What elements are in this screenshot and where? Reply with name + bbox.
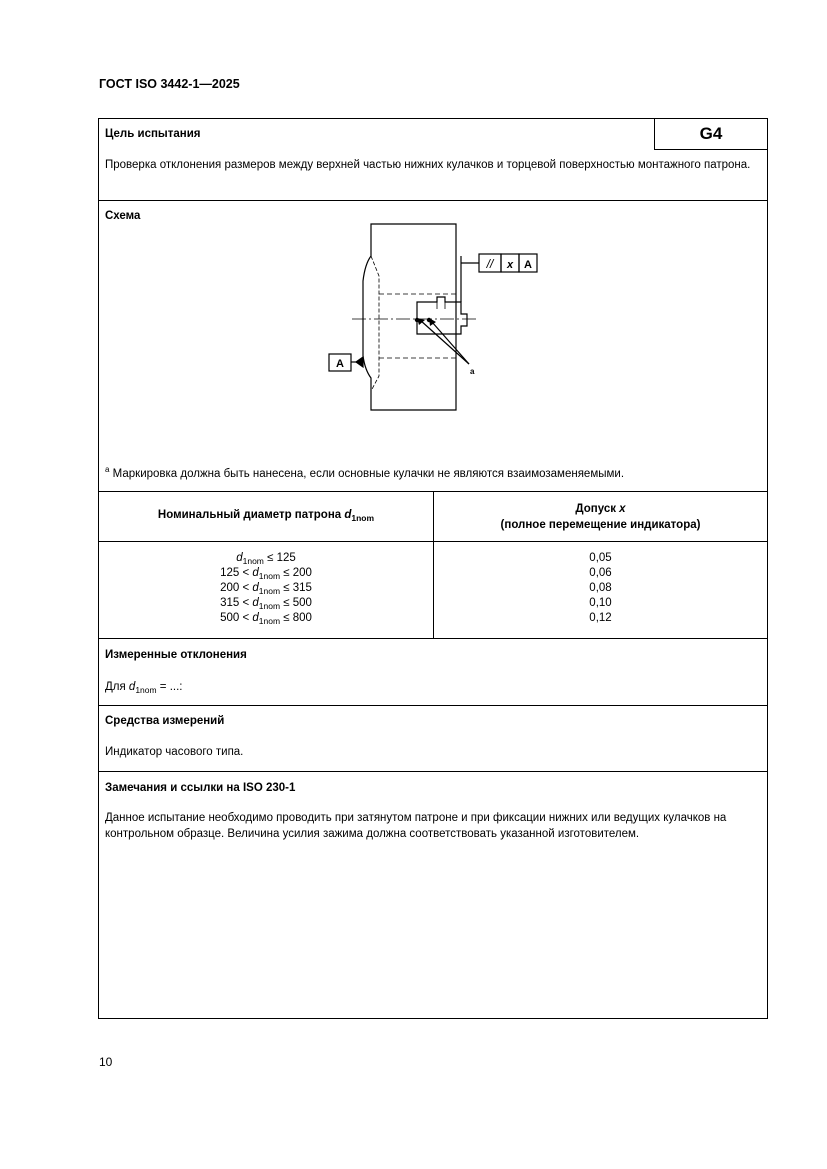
- table-row-tolerance: 0,12: [589, 612, 612, 624]
- datum-triangle: [356, 357, 363, 367]
- remarks-text: Данное испытание необходимо проводить при затянутом патроне и при фиксации нижних или ведущих кулачков на контрольном образце. Величина усилия зажима должна соответствовать указанной изготовителем.: [105, 812, 727, 840]
- diameter-column: [99, 542, 434, 638]
- tolerance-symbol-label: //: [486, 257, 494, 271]
- tolerance-datum-label: A: [524, 259, 532, 271]
- instruments-section: [99, 706, 767, 772]
- test-code: G4: [654, 118, 768, 150]
- table-row-diameter: $d_{1nom} \le 125$: [236, 552, 296, 566]
- tolerance-value-label: x: [506, 259, 514, 271]
- tolerance-table-header: [99, 492, 767, 542]
- test-sheet: [98, 118, 768, 1019]
- chuck-diagram: [99, 216, 767, 436]
- chuck-hidden-contour: [371, 256, 379, 391]
- table-row-tolerance: 0,06: [589, 567, 612, 579]
- remarks-section: [99, 772, 767, 1018]
- document-header: ГОСТ ISO 3442-1—2025: [99, 77, 240, 91]
- objective-section: [99, 119, 767, 201]
- measured-title: Измеренные отклонения: [105, 649, 247, 661]
- table-row-diameter: $200 < d_{1nom} \le 315$: [220, 582, 312, 596]
- page-number: 10: [99, 1055, 113, 1069]
- measured-text: Для $d_{1nom}$ = ...:: [105, 681, 183, 695]
- table-row-diameter: $125 < d_{1nom} \le 200$: [220, 567, 312, 581]
- scheme-footnote: $^a$ Маркировка должна быть нанесена, если основные кулачки не являются взаимозаменяемыми.: [105, 465, 625, 480]
- tolerance-column-header: Допуск x (полное перемещение индикатора): [500, 503, 701, 531]
- diameter-column-header: Номинальный диаметр патрона $d_{1nom}$: [99, 492, 434, 541]
- table-row-diameter: $315 < d_{1nom} \le 500$: [220, 597, 312, 611]
- table-row-tolerance: 0,05: [589, 552, 612, 564]
- datum-label: A: [336, 358, 344, 370]
- objective-title: Цель испытания: [105, 128, 201, 140]
- tolerance-column: [434, 542, 767, 638]
- table-row-tolerance: 0,10: [589, 597, 612, 609]
- table-row-tolerance: 0,08: [589, 582, 612, 594]
- measured-section: [99, 639, 767, 706]
- table-row-diameter: $500 < d_{1nom} \le 800$: [220, 612, 312, 626]
- instruments-text: Индикатор часового типа.: [105, 746, 244, 758]
- lower-jaw: [417, 297, 467, 334]
- instruments-title: Средства измерений: [105, 715, 225, 727]
- remarks-title: Замечания и ссылки на ISO 230-1: [105, 782, 296, 794]
- tolerance-table-body: [99, 542, 767, 639]
- scheme-title: Схема: [105, 210, 141, 222]
- marker-label: a: [470, 367, 475, 376]
- chuck-body: [363, 224, 456, 410]
- scheme-section: [99, 201, 767, 492]
- objective-text: Проверка отклонения размеров между верхней частью нижних кулачков и торцевой поверхностью монтажного патрона.: [105, 159, 751, 171]
